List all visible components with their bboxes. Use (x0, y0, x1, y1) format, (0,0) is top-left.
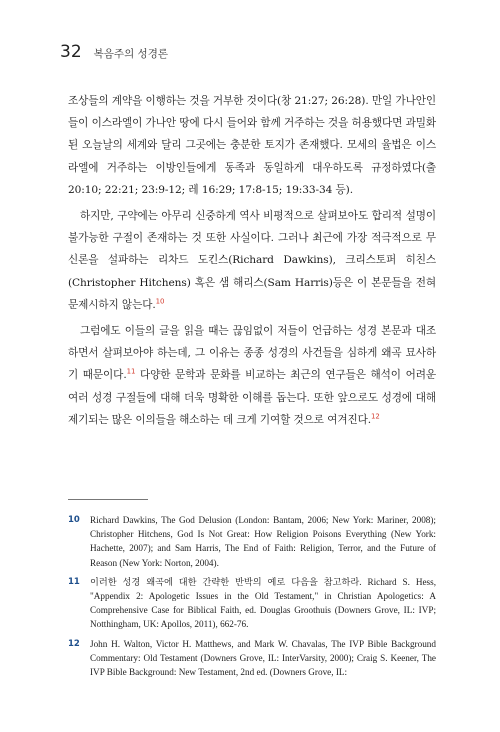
paragraph-3 (68, 320, 436, 431)
footnote-text: 이러한 성경 왜곡에 대한 간략한 반박의 예로 다음을 참고하라. Richard S. Hess, "Appendix 2: Apologetic Issues in the Old Testament," in Christian Apologetics: A Comprehensive Case for Biblical Faith, ed. Douglas Groothuis (Downers Grove, IL: IVP; Notthingham, UK: Apollos, 2011), 662-76. (90, 576, 436, 630)
footnote-11 (68, 575, 436, 632)
footnote-divider (68, 499, 148, 500)
body-text (68, 90, 436, 435)
running-title: 복음주의 성경론 (93, 48, 168, 60)
footnote-ref-11[interactable]: 11 (126, 367, 136, 376)
footnote-ref-12[interactable]: 12 (371, 412, 380, 421)
footnote-text: Richard Dawkins, The God Delusion (London: Bantam, 2006; New York: Mariner, 2008); Christopher Hitchens, God Is Not Great: How Religion Poisons Everything (New York: Hachette, 2007); and Sam Harris, The End of Faith: Religion, Terror, and the Future of Reason (New York: Norton, 2004). (90, 515, 436, 568)
paragraph-1-text: 조상들의 계약을 이행하는 것을 거부한 것이다(창 21:27; 26:28). 만일 가나안인들이 이스라엘이 가나안 땅에 다시 들어와 함께 거주하는 것을 허용했다면 과밀화된 오늘날의 세계와 달리 그곳에는 충분한 토지가 존재했다. 모세의 율법은 이스라엘에 거주하는 이방인들에게 동족과 동일하게 대우하도록 규정하였다(출 20:10; 22:21; 23:9-12; 레 16:29; 17:8-15; 19:33-34 등). (68, 95, 436, 196)
footnote-ref-10[interactable]: 10 (155, 297, 165, 306)
footnote-text: John H. Walton, Victor H. Matthews, and Mark W. Chavalas, The IVP Bible Background Commentary: Old Testament (Downers Grove, IL: InterVarsity, 2000); Craig S. Keener, The IVP Bible Background: New Testament, 2nd ed. (Downers Grove, IL: (90, 638, 436, 678)
paragraph-1 (68, 90, 436, 201)
paragraph-3-text: 그럼에도 이들의 글을 읽을 때는 끊임없이 저들이 언급하는 성경 본문과 대조하면서 살펴보아야 하는데, 그 이유는 종종 성경의 사건들을 심하게 왜곡 묘사하기 때문이다. (68, 325, 436, 382)
page-number: 32 (60, 42, 82, 62)
footnotes (68, 513, 436, 684)
footnote-10 (68, 513, 436, 570)
footnote-number: 11 (68, 576, 80, 587)
footnote-number: 12 (68, 638, 80, 649)
page-header (60, 42, 168, 62)
footnote-12 (68, 637, 436, 680)
paragraph-3-text-continued: 다양한 문학과 문화를 비교하는 최근의 연구들은 해석이 어려운 여러 성경 구절들에 대해 더욱 명확한 이해를 돕는다. 또한 앞으로도 성경에 대해 제기되는 많은 이의들을 해소하는 데 크게 기여할 것으로 여겨진다. (68, 369, 436, 426)
paragraph-2-text: 하지만, 구약에는 아무리 신중하게 역사 비평적으로 살펴보아도 합리적 설명이 불가능한 구절이 존재하는 것 또한 사실이다. 그러나 최근에 가장 적극적으로 무신론을 설파하는 리차드 도킨스(Richard Dawkins), 크리스토퍼 히친스(Christopher Hitchens) 혹은 샘 해리스(Sam Harris)등은 이 본문들을 전혀 문제시하지 않는다. (68, 210, 436, 311)
paragraph-2 (68, 205, 436, 316)
footnote-number: 10 (68, 515, 80, 525)
